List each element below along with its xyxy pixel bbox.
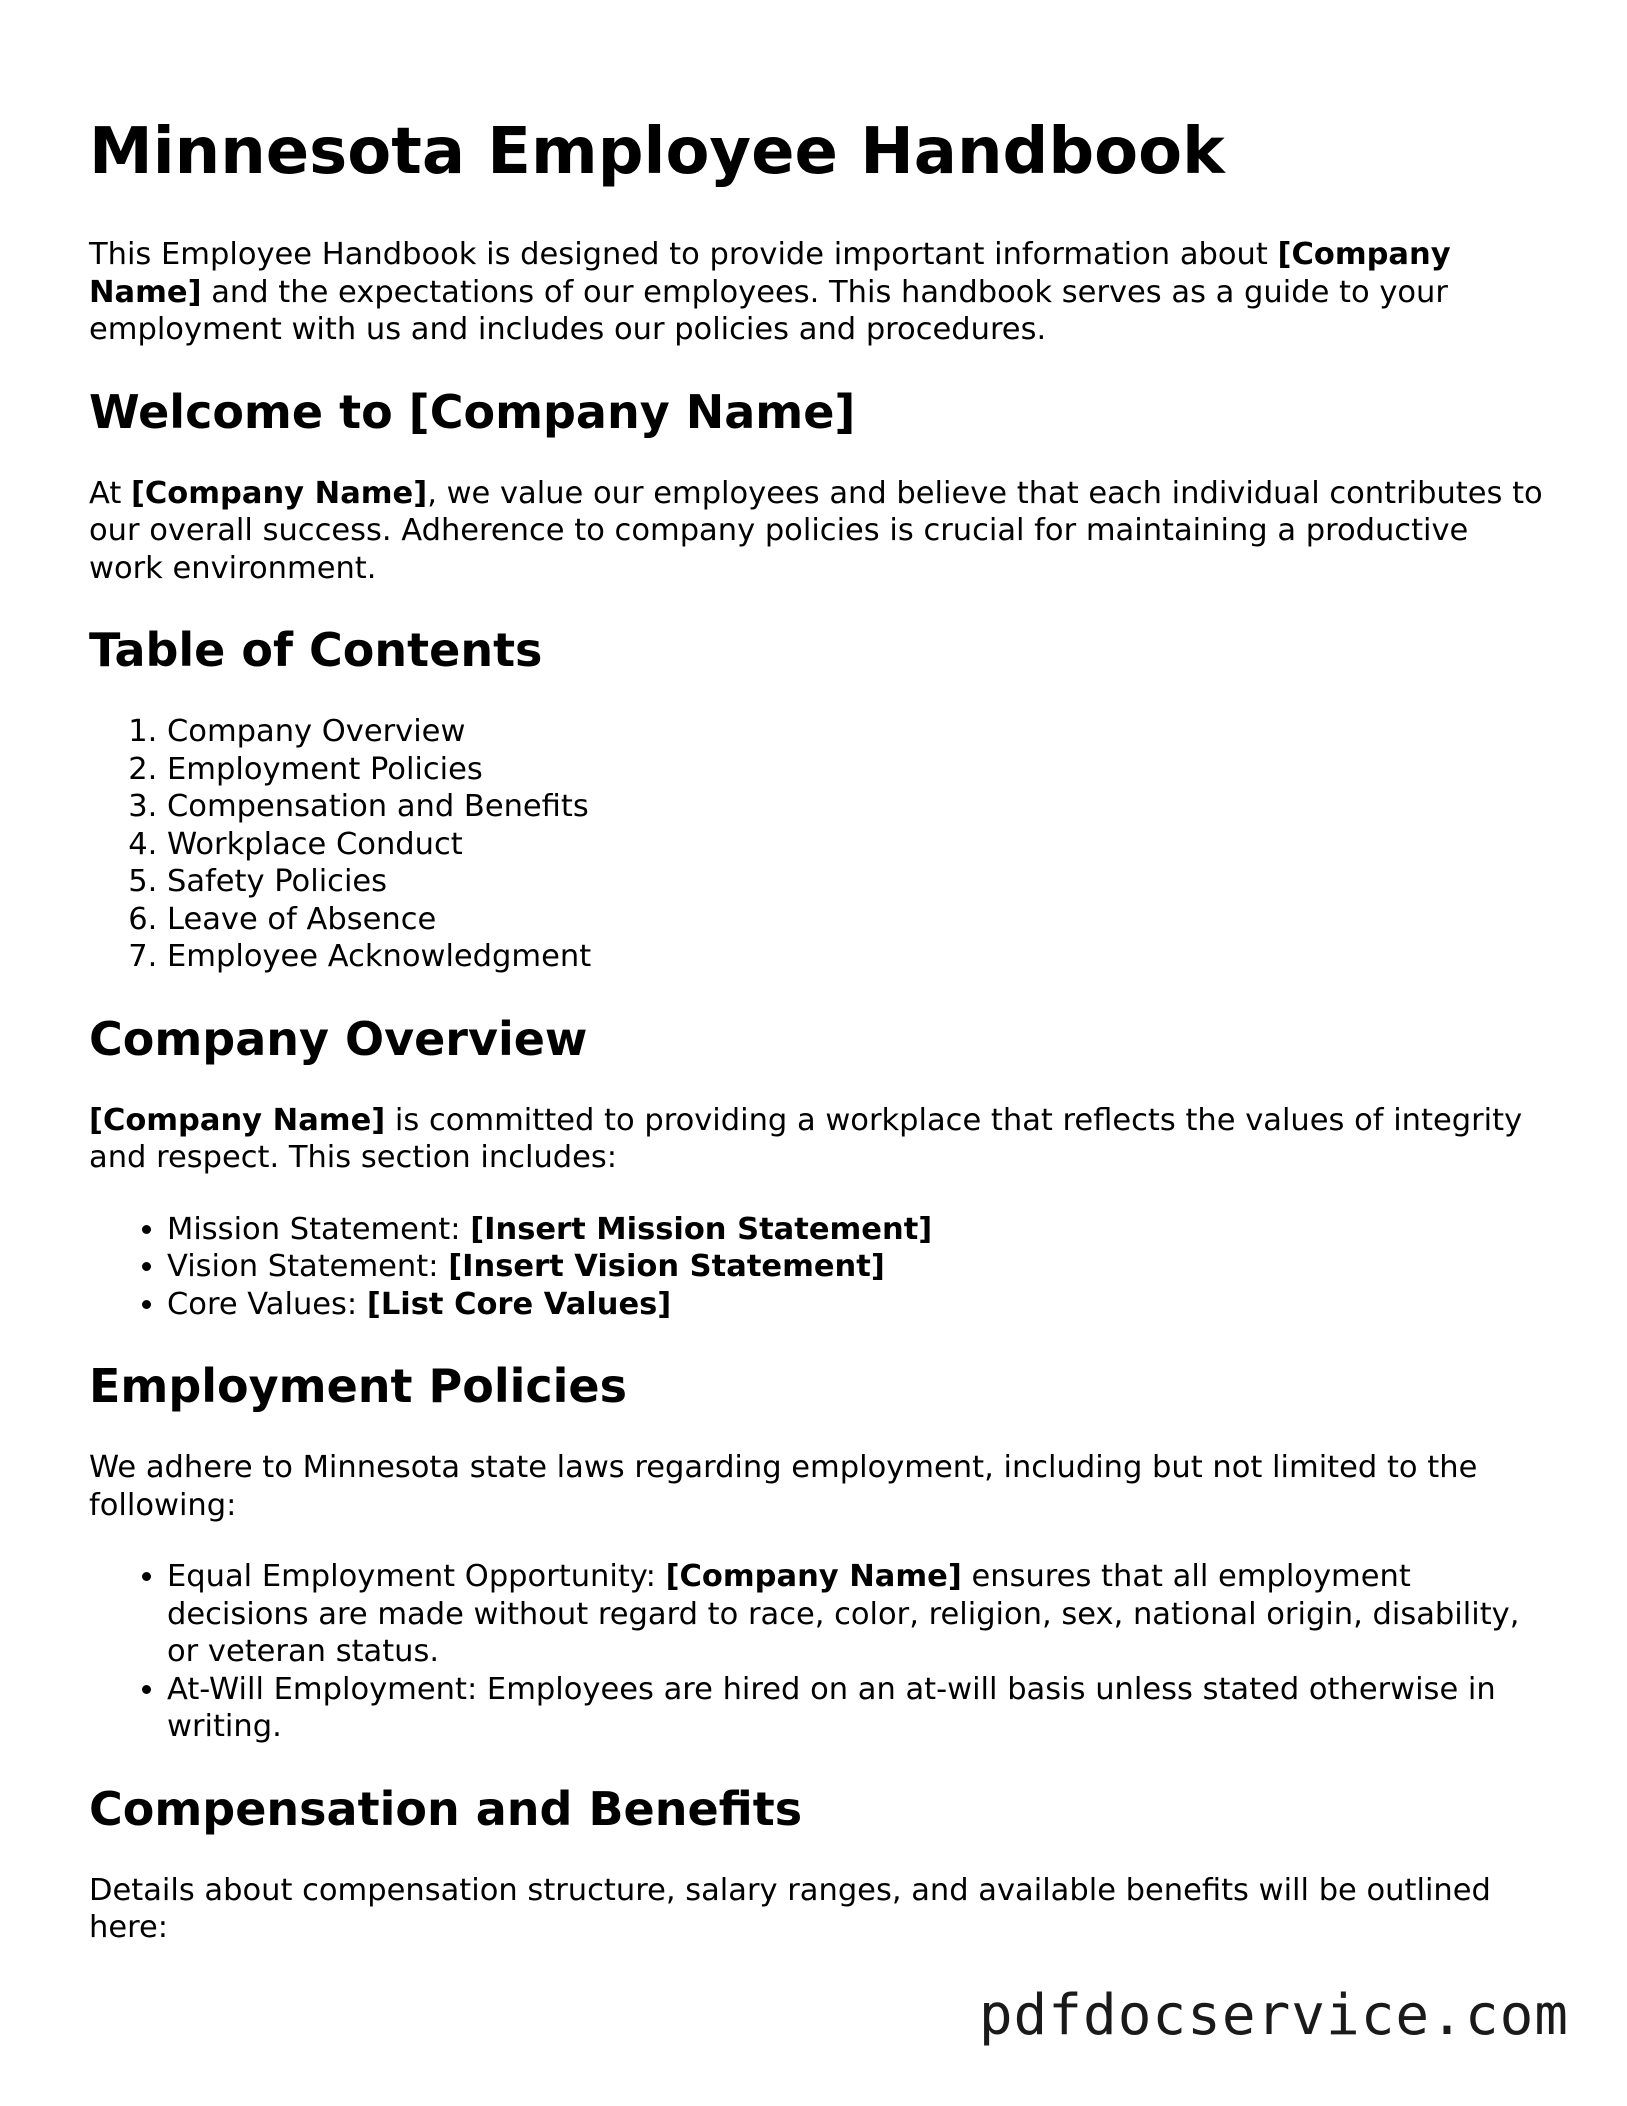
intro-text-start: This Employee Handbook is designed to provide important information about [89,237,1278,272]
employment-list [89,1558,1549,1746]
overview-item-vision [167,1248,1549,1286]
mission-placeholder: [Insert Mission Statement] [470,1211,933,1247]
employment-paragraph: We adhere to Minnesota state laws regarding employment, including but not limited to the following: [89,1450,1478,1523]
employment-item-eeo [167,1558,1549,1671]
overview-text: is committed to providing a workplace that reflects the values of integrity and respect. This section includes: [89,1102,1523,1175]
overview-list [89,1211,1549,1324]
employment-item-at-will: • At-Will Employment: Employees are hired on an at-will basis unless stated otherwise in writing. [167,1671,1549,1746]
company-name-placeholder: [Company Name] [665,1559,962,1594]
welcome-paragraph [89,475,1549,588]
overview-heading: Company Overview [89,1011,588,1066]
values-label: Core Values: [167,1286,367,1322]
toc-heading: Table of Contents [89,623,543,677]
toc-item: 2. Employment Policies [167,751,1549,789]
welcome-text-start: At [89,475,131,511]
company-name-placeholder: [Company Name] [89,237,1451,310]
toc-item: 6. Leave of Absence [167,901,1549,939]
compensation-heading: Compensation and Benefits [89,1781,803,1836]
intro-paragraph [89,236,1549,349]
eeo-label: Equal Employment Opportunity: [167,1559,666,1594]
compensation-paragraph: Details about compensation structure, salary ranges, and available benefits will be outlined here: [89,1872,1491,1945]
toc-list [89,713,1549,976]
company-name-placeholder: [Company Name] [130,475,428,511]
company-name-placeholder: [Company Name] [89,1102,386,1138]
welcome-text-end: , we value our employees and believe that each individual contributes to our overall success. Adherence to company policies is crucial for maintaining a productive work environment. [89,475,1543,586]
vision-placeholder: [Insert Vision Statement] [448,1249,885,1284]
values-placeholder: [List Core Values] [366,1286,672,1322]
document-page [89,112,1549,1981]
toc-item: 5. Safety Policies [167,863,1549,901]
intro-text-end: and the expectations of our employees. This handbook serves as a guide to your employment with us and includes our policies and procedures. [89,274,1448,347]
vision-label: Vision Statement: [167,1249,449,1284]
watermark: pdfdocservice.com [978,1983,1569,2048]
eeo-text: ensures that all employment decisions are made without regard to race, color, religion, sex, national origin, disability, or veteran status. [167,1559,1520,1669]
employment-heading: Employment Policies [89,1359,627,1413]
overview-item-values [167,1286,1549,1324]
toc-item: 3. Compensation and Benefits [167,788,1549,826]
toc-item: 4. Workplace Conduct [167,826,1549,864]
toc-item: 1. Company Overview [167,713,1549,751]
overview-item-mission [167,1211,1549,1249]
overview-paragraph [89,1102,1549,1177]
welcome-heading: Welcome to [Company Name] [89,384,856,439]
toc-item: 7. Employee Acknowledgment [167,938,1549,976]
document-title: Minnesota Employee Handbook [89,115,1225,189]
mission-label: Mission Statement: [167,1211,471,1247]
